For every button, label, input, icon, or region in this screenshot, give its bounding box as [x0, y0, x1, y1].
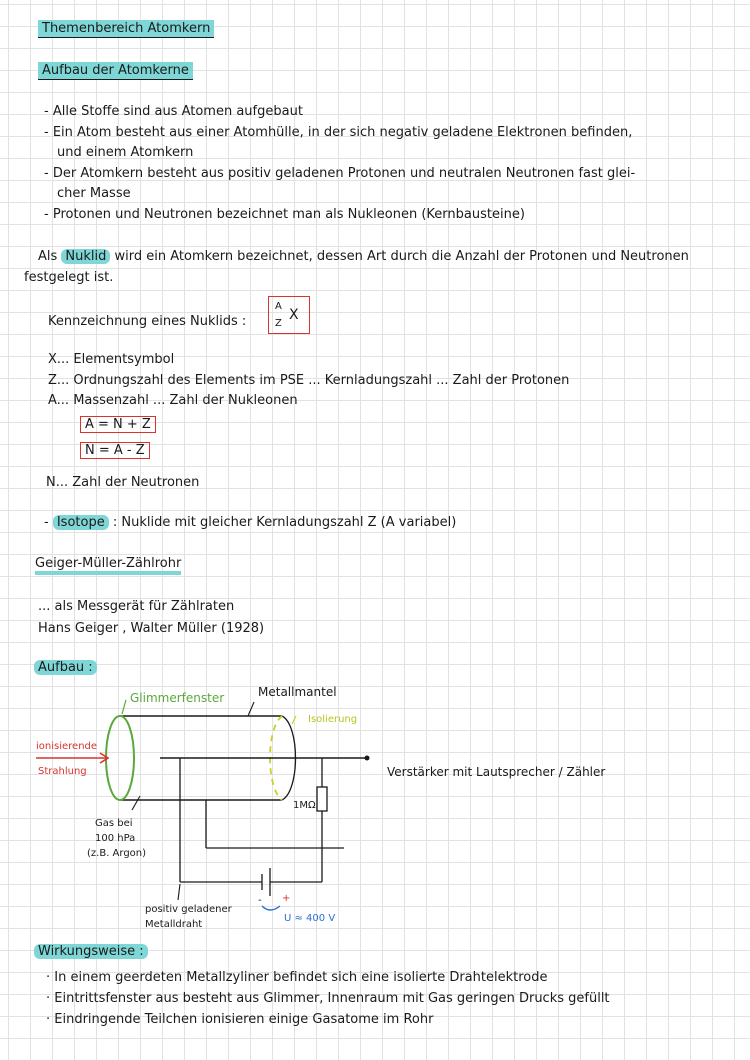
topic-title: Themenbereich Atomkern — [38, 21, 214, 37]
kennzeichnung-label: Kennzeichnung eines Nuklids : — [48, 314, 247, 329]
geiger-inventors: Hans Geiger , Walter Müller (1928) — [38, 621, 265, 636]
bullet-2: - Ein Atom besteht aus einer Atomhülle, in der sich negativ geladene Elektronen befinden, — [44, 125, 633, 140]
nuklid-definition-cont: festgelegt ist. — [24, 270, 114, 285]
label-draht-2: Metalldraht — [145, 919, 203, 930]
wirk-item-1: · In einem geerdeten Metallzyliner befindet sich eine isolierte Drahtelektrode — [46, 970, 548, 985]
symbol-atomic-number: Z — [275, 318, 282, 329]
label-resistor: 1MΩ — [293, 800, 316, 811]
label-ionisierende: ionisierende — [36, 741, 98, 752]
nuklid-term: Nuklid — [61, 249, 110, 264]
def-element-symbol: X... Elementsymbol — [48, 352, 175, 367]
label-glimmerfenster: Glimmerfenster — [130, 691, 225, 705]
label-isolierung: Isolierung — [308, 714, 358, 725]
bullet-2-cont: und einem Atomkern — [57, 145, 194, 160]
bullet-3: - Der Atomkern besteht aus positiv geladenen Protonen und neutralen Neutronen fast glei- — [44, 166, 636, 181]
section-title-geiger: Geiger-Müller-Zählrohr — [35, 556, 181, 572]
wirk-item-3: · Eindringende Teilchen ionisieren einige Gasatome im Rohr — [46, 1012, 434, 1027]
wirk-item-2: · Eintrittsfenster aus besteht aus Glimmer, Innenraum mit Gas geringen Drucks gefüllt — [46, 991, 610, 1006]
label-verstaerker: Verstärker mit Lautsprecher / Zähler — [387, 765, 606, 779]
glimmer-window — [106, 716, 134, 800]
nuklid-definition: Als Nuklid wird ein Atomkern bezeichnet, dessen Art durch die Anzahl der Protonen und Neutronen — [38, 249, 689, 264]
formula-N: N = A - Z — [80, 443, 150, 459]
isotope-line: - Isotope : Nuklide mit gleicher Kernladungszahl Z (A variabel) — [44, 515, 457, 530]
def-neutronen: N... Zahl der Neutronen — [46, 475, 200, 490]
label-gas-2: 100 hPa — [95, 833, 136, 844]
wirkungsweise-label: Wirkungsweise : — [34, 944, 148, 960]
geiger-purpose: ... als Messgerät für Zählraten — [38, 599, 235, 614]
bullet-4: - Protonen und Neutronen bezeichnet man als Nukleonen (Kernbausteine) — [44, 207, 525, 222]
label-spannung: U ≈ 400 V — [284, 913, 336, 924]
bullet-3-cont: cher Masse — [57, 186, 131, 201]
aufbau-label: Aufbau : — [34, 660, 97, 676]
label-strahlung: Strahlung — [38, 766, 87, 777]
formula-A: A = N + Z — [80, 417, 156, 433]
bullet-1: - Alle Stoffe sind aus Atomen aufgebaut — [44, 104, 303, 119]
label-minus: - — [258, 895, 262, 906]
resistor — [317, 787, 327, 811]
symbol-element: X — [289, 307, 299, 323]
label-metallmantel: Metallmantel — [258, 685, 337, 699]
def-ordnungszahl: Z... Ordnungszahl des Elements im PSE ... Kernladungszahl ... Zahl der Protonen — [48, 373, 570, 388]
def-massenzahl: A... Massenzahl ... Zahl der Nukleonen — [48, 393, 298, 408]
label-plus: + — [282, 893, 291, 904]
section-title-atomkerne: Aufbau der Atomkerne — [38, 63, 193, 79]
label-gas-3: (z.B. Argon) — [87, 848, 147, 859]
label-draht-1: positiv geladener — [145, 904, 232, 915]
isotope-term: Isotope — [53, 515, 109, 530]
symbol-mass-number: A — [275, 301, 282, 312]
output-terminal — [365, 756, 370, 761]
label-gas-1: Gas bei — [95, 818, 133, 829]
